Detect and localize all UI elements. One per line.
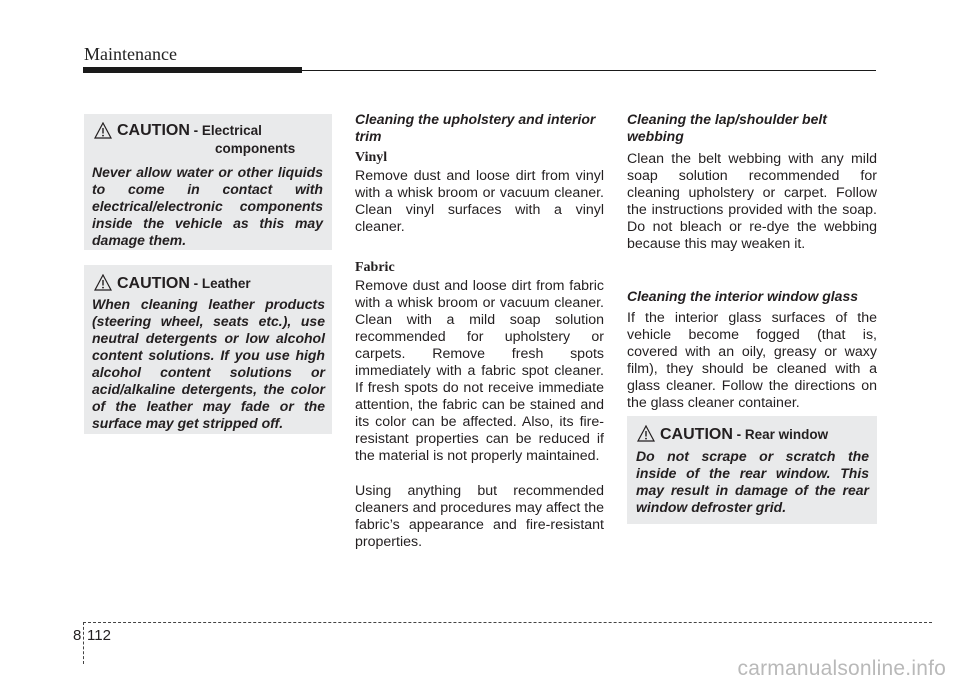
caution-electrical-box (84, 114, 332, 250)
upholstery-heading: Cleaning the upholstery and interior trim (355, 111, 596, 144)
fabric-paragraph: Remove dust and loose dirt from fabric with a whisk broom or vacuum cleaner. Clean with a mild soap solution recommended for upholstery or carpets. Remove fresh spots immediately with a fabric spot cleaner. If fresh spots do not receive immediate attention, the fabric can be stained and its color can be affected. Also, its fire-resistant properties can be reduced if the material is not properly maintained. (355, 278, 604, 464)
caution-electrical-text: Never allow water or other liquids to come in contact with electrical/electronic components inside the vehicle as this may damage them. (92, 164, 323, 248)
page-number: 112 (87, 627, 111, 644)
header-rule-thin (302, 70, 876, 71)
glass-heading: Cleaning the interior window glass (627, 288, 859, 304)
watermark: carmanualsonline.info (737, 657, 946, 680)
caution-rear-window-box (627, 416, 877, 524)
caution-label: CAUTION (117, 122, 190, 139)
caution-subtitle: - Leather (189, 276, 251, 291)
caution-subtitle: - Electrical (189, 123, 262, 138)
belt-heading: Cleaning the lap/shoulder belt webbing (627, 111, 827, 144)
caution-label: CAUTION (117, 275, 190, 292)
vinyl-paragraph: Remove dust and loose dirt from vinyl with a whisk broom or vacuum cleaner. Clean vinyl surfaces with a vinyl cleaner. (355, 168, 604, 235)
caution-rear-window-text: Do not scrape or scratch the inside of the rear window. This may result in damage of the rear window defroster grid. (636, 448, 869, 515)
fabric-heading: Fabric (355, 260, 395, 275)
warning-triangle-icon (637, 425, 655, 442)
caution-leather-text: When cleaning leather products (steering wheel, seats etc.), use neutral detergents or low alcohol content solutions. If you use high alcohol content solutions or acid/alkaline detergents, the color of the leather may fade or the surface may get stripped off. (92, 296, 325, 431)
caution-leather-box (84, 265, 332, 434)
footer-divider (83, 622, 84, 664)
footer-rule (83, 622, 932, 623)
section-number: 8 (73, 627, 82, 644)
fabric-paragraph-2: Using anything but recommended cleaners and procedures may affect the fabric’s appearance and fire-resistant properties. (355, 483, 604, 550)
warning-triangle-icon (94, 274, 112, 291)
belt-paragraph: Clean the belt webbing with any mild soap solution recommended for cleaning upholstery or carpet. Follow the instructions provided with the soap. Do not bleach or re-dye the webbing because this may weaken it. (627, 151, 877, 252)
glass-paragraph: If the interior glass surfaces of the vehicle become fogged (that is, covered with an oily, greasy or waxy film), they should be cleaned with a glass cleaner. Follow the directions on the glass cleaner container. (627, 310, 877, 411)
caution-subtitle: - Rear window (732, 427, 829, 442)
section-title: Maintenance (84, 44, 177, 64)
warning-triangle-icon (94, 122, 112, 139)
header-rule-thick (83, 67, 302, 73)
caution-label: CAUTION (660, 426, 733, 443)
vinyl-heading: Vinyl (355, 150, 388, 165)
caution-subtitle-line2: components (215, 141, 296, 156)
